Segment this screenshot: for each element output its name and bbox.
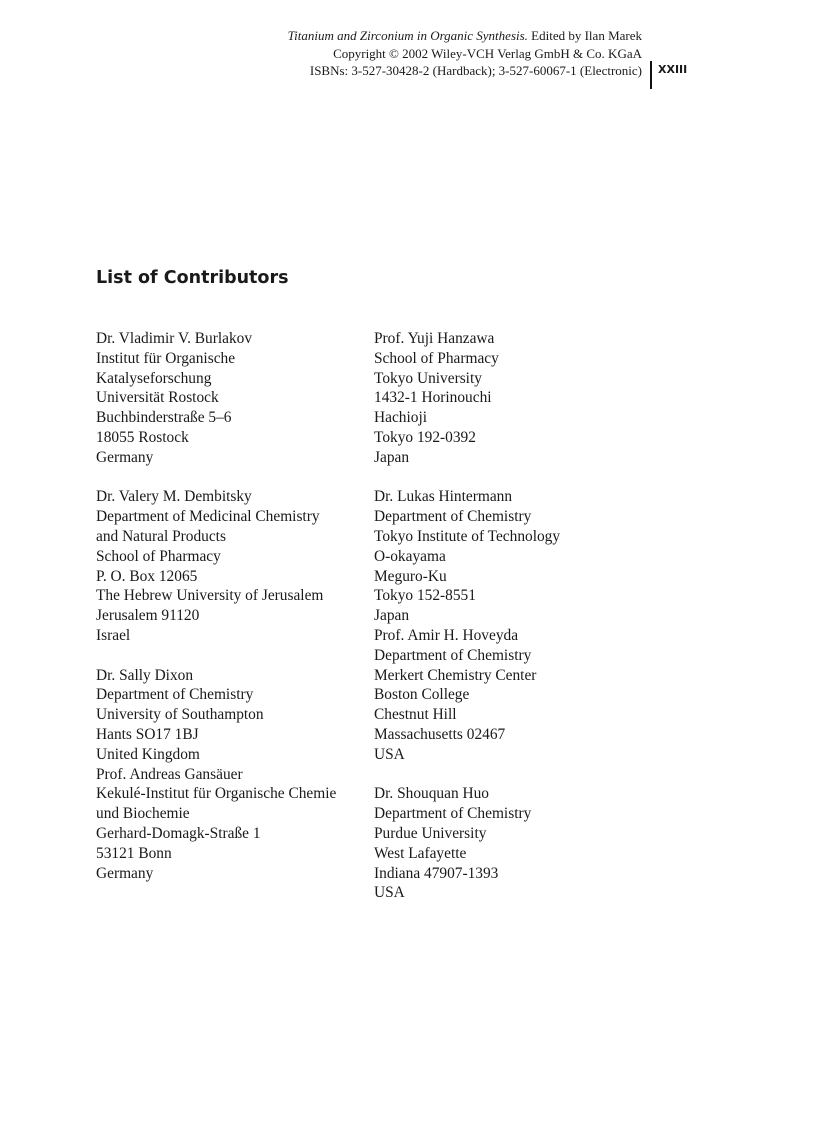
copyright-line: Copyright © 2002 Wiley-VCH Verlag GmbH & Co. KGaA bbox=[333, 45, 642, 61]
address-line: Meguro-Ku bbox=[374, 567, 447, 585]
address-line: Germany bbox=[96, 448, 154, 466]
address-line: School of Pharmacy bbox=[96, 547, 221, 565]
contributors-left-column bbox=[96, 329, 336, 883]
address-line: Germany bbox=[96, 864, 154, 882]
address-line: Indiana 47907-1393 bbox=[374, 864, 499, 882]
address-line: Tokyo 192-0392 bbox=[374, 428, 476, 446]
address-line: Tokyo 152-8551 bbox=[374, 587, 476, 605]
address-line: USA bbox=[374, 745, 405, 763]
section-title: List of Contributors bbox=[96, 268, 289, 288]
address-line: The Hebrew University of Jerusalem bbox=[96, 587, 324, 605]
editor-credit: Edited by Ilan Marek bbox=[527, 28, 642, 43]
address-line: School of Pharmacy bbox=[374, 349, 499, 367]
address-line: Hachioji bbox=[374, 409, 427, 427]
book-title-line bbox=[288, 27, 642, 45]
address-line: United Kingdom bbox=[96, 745, 200, 763]
address-line: 1432-1 Horinouchi bbox=[374, 389, 492, 407]
address-line: USA bbox=[374, 884, 405, 902]
contributor-name: Dr. Valery M. Dembitsky bbox=[96, 488, 252, 506]
address-line: Boston College bbox=[374, 686, 470, 704]
address-line: Jerusalem 91120 bbox=[96, 607, 200, 625]
contributors-right-column bbox=[374, 329, 560, 903]
address-line: Merkert Chemistry Center bbox=[374, 666, 537, 684]
address-line: Department of Chemistry bbox=[374, 508, 532, 526]
page-number: XXIII bbox=[658, 63, 688, 76]
address-line: and Natural Products bbox=[96, 527, 226, 545]
running-header bbox=[288, 27, 642, 80]
contributor-entry bbox=[374, 487, 560, 626]
contributor-entry bbox=[96, 487, 336, 645]
address-line: Hants SO17 1BJ bbox=[96, 725, 199, 743]
address-line: Department of Chemistry bbox=[374, 646, 532, 664]
contributor-name: Dr. Sally Dixon bbox=[96, 666, 194, 684]
contributor-name: Dr. Lukas Hintermann bbox=[374, 488, 513, 506]
address-line: Massachusetts 02467 bbox=[374, 725, 506, 743]
book-title: Titanium and Zirconium in Organic Synthesis. bbox=[287, 28, 528, 43]
address-line: University of Southampton bbox=[96, 706, 264, 724]
address-line: Gerhard-Domagk-Straße 1 bbox=[96, 824, 261, 842]
entry-spacer bbox=[374, 765, 560, 785]
address-line: Institut für Organische bbox=[96, 349, 236, 367]
contributor-name: Dr. Vladimir V. Burlakov bbox=[96, 330, 253, 347]
address-line: Buchbinderstraße 5–6 bbox=[96, 409, 232, 427]
contributor-entry bbox=[96, 329, 336, 468]
address-line: West Lafayette bbox=[374, 844, 467, 862]
address-line: P. O. Box 12065 bbox=[96, 567, 198, 585]
address-line: Universität Rostock bbox=[96, 389, 219, 407]
contributor-entry bbox=[96, 765, 336, 884]
isbn-line: ISBNs: 3-527-30428-2 (Hardback); 3-527-60067-1 (Electronic) bbox=[309, 63, 642, 78]
address-line: Japan bbox=[374, 607, 410, 625]
page-marker-bar bbox=[650, 61, 652, 89]
entry-spacer bbox=[96, 646, 336, 666]
address-line: Katalyseforschung bbox=[96, 369, 212, 387]
contributor-entry bbox=[374, 329, 560, 468]
address-line: Department of Chemistry bbox=[96, 686, 254, 704]
address-line: Tokyo Institute of Technology bbox=[374, 527, 561, 545]
address-line: und Biochemie bbox=[96, 805, 190, 823]
entry-spacer bbox=[96, 468, 336, 488]
address-line: Chestnut Hill bbox=[374, 706, 457, 724]
address-line: 53121 Bonn bbox=[96, 844, 172, 862]
contributor-name: Prof. Andreas Gansäuer bbox=[96, 765, 243, 783]
contributor-name: Dr. Shouquan Huo bbox=[374, 785, 490, 803]
address-line: Purdue University bbox=[374, 824, 487, 842]
address-line: Department of Medicinal Chemistry bbox=[96, 508, 320, 526]
address-line: 18055 Rostock bbox=[96, 428, 189, 446]
address-line: O-okayama bbox=[374, 547, 446, 565]
contributor-entry bbox=[374, 626, 560, 765]
address-line: Department of Chemistry bbox=[374, 805, 532, 823]
address-line: Tokyo University bbox=[374, 369, 482, 387]
contributor-name: Prof. Amir H. Hoveyda bbox=[374, 626, 519, 644]
entry-spacer bbox=[374, 468, 560, 488]
contributor-entry bbox=[374, 784, 560, 903]
address-line: Japan bbox=[374, 448, 410, 466]
contributor-name: Prof. Yuji Hanzawa bbox=[374, 330, 495, 347]
address-line: Israel bbox=[96, 626, 131, 644]
contributor-entry bbox=[96, 666, 336, 765]
address-line: Kekulé-Institut für Organische Chemie bbox=[96, 785, 337, 803]
